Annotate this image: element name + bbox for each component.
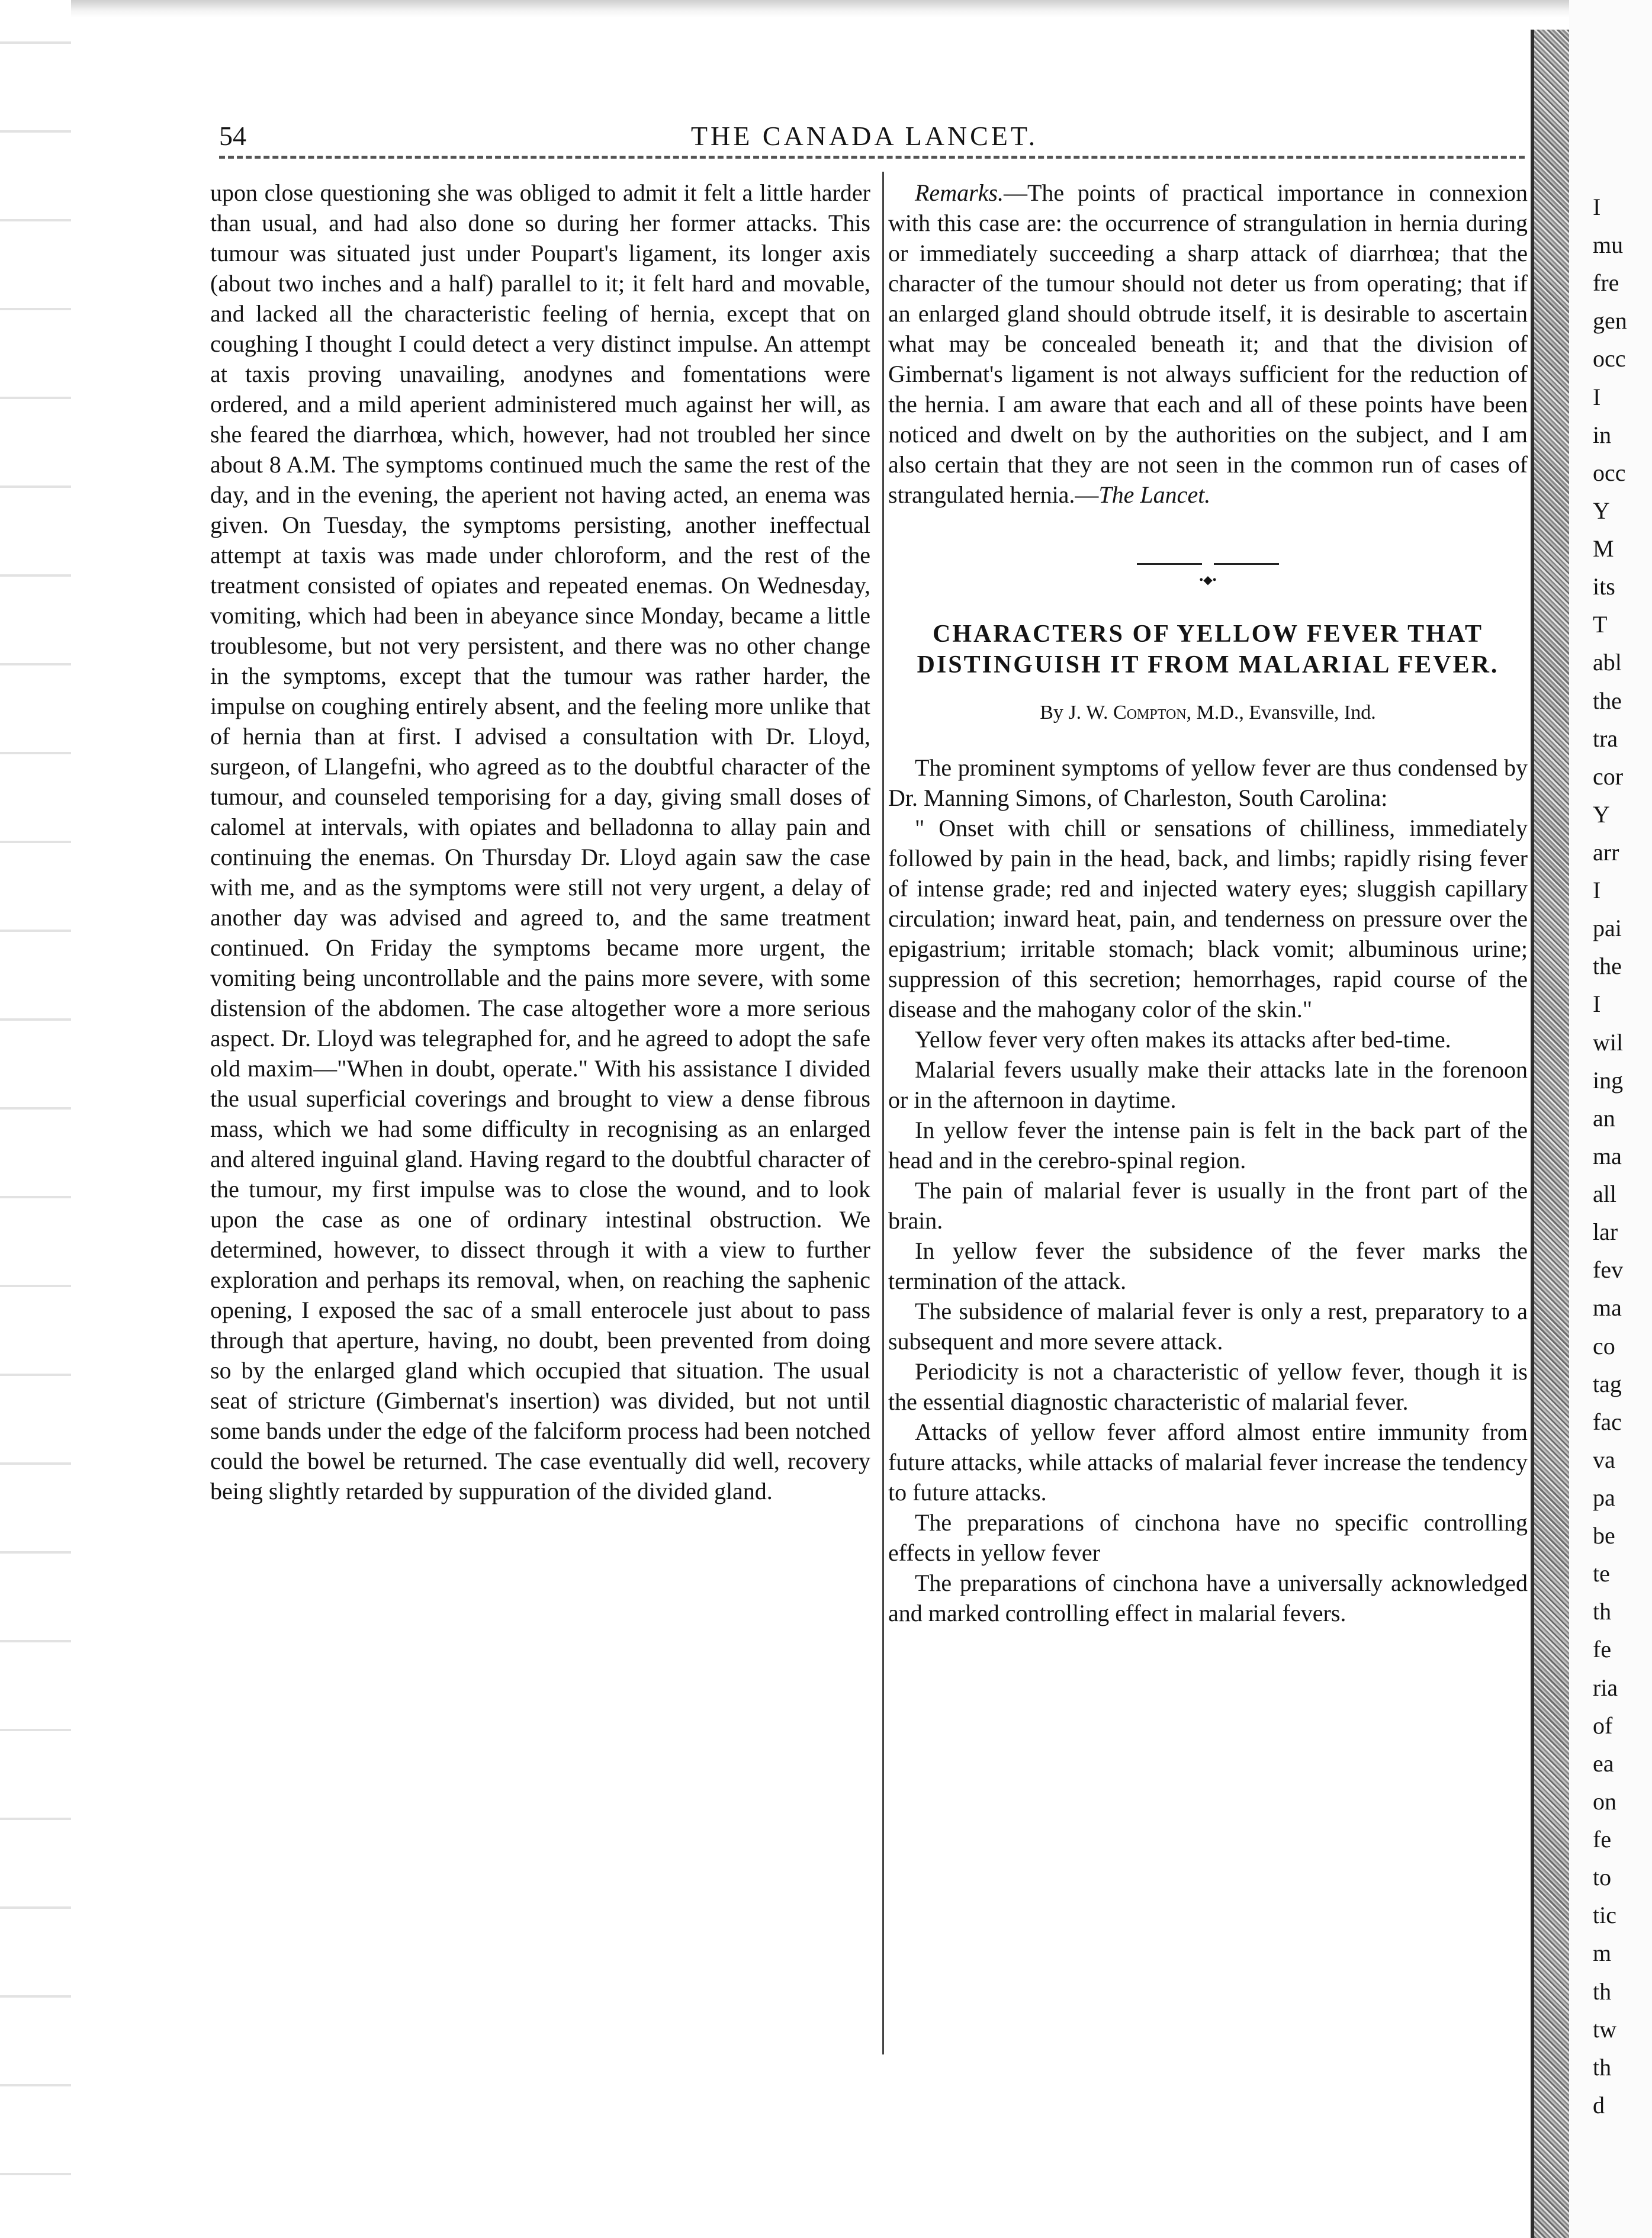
next-page-fragment: ing <box>1593 1067 1624 1094</box>
remarks-text: —The points of practical importance in connexion with this case are: the occurrence of strangulation in hernia during or immediately succeeding a sharp attack of diarrhœa; that the character of the tumour should not deter us from operating; that if an enlarged gland should obtrude itself, it is desirable to ascertain what may be concealed beneath it; and that the division of Gimbernat's ligament is not always sufficient for the reduction of the hernia. I am aware that each and all of these points have been noticed and dwelt on by the authorities on the subject, and I am also certain that they are not seen in the common run of cases of strangulated hernia.— <box>888 179 1528 508</box>
next-page-fragment: Y <box>1593 497 1610 524</box>
next-page-fragment: th <box>1593 2054 1612 2081</box>
next-page-fragment: fe <box>1593 1636 1612 1663</box>
article-paragraph: Periodicity is not a characteristic of yellow fever, though it is the essential diagnostic characteristic of malarial fever. <box>888 1358 1528 1415</box>
left-column <box>210 178 870 1506</box>
next-page-fragment: of <box>1593 1712 1613 1739</box>
next-page-fragment: ma <box>1593 1143 1622 1169</box>
next-page-fragment: fe <box>1593 1826 1612 1853</box>
next-page-fragment: pai <box>1593 915 1622 941</box>
next-page-fragment: lar <box>1593 1218 1618 1245</box>
book-spine-gutter <box>1531 30 1573 2238</box>
next-page-fragment: tra <box>1593 725 1618 752</box>
next-page-fragment: its <box>1593 573 1615 600</box>
next-page-fragment: mu <box>1593 231 1624 258</box>
next-page-fragment: I <box>1593 991 1601 1017</box>
next-page-fragment: tw <box>1593 2016 1616 2043</box>
next-page-fragment: ma <box>1593 1294 1622 1321</box>
next-page-fragment: d <box>1593 2092 1605 2118</box>
next-page-fragment: the <box>1593 687 1622 714</box>
article-paragraph: The prominent symptoms of yellow fever are thus condensed by Dr. Manning Simons, of Charleston, South Carolina: <box>888 754 1528 811</box>
article-byline <box>888 698 1528 728</box>
next-page-fragment: occ <box>1593 459 1626 486</box>
next-page-fragment: occ <box>1593 345 1626 372</box>
next-page-fragment: fac <box>1593 1409 1622 1435</box>
remarks-paragraph <box>888 178 1528 510</box>
article-paragraph: Attacks of yellow fever afford almost entire immunity from future attacks, while attacks of malarial fever increase the tendency to future attacks. <box>888 1419 1528 1506</box>
next-page-fragment: to <box>1593 1864 1612 1890</box>
next-page-fragment: m <box>1593 1940 1612 1966</box>
next-page-fragment: tic <box>1593 1902 1616 1928</box>
next-page-fragment: I <box>1593 384 1601 410</box>
next-page-fragment: th <box>1593 1978 1612 2005</box>
scan-left-margin <box>0 0 71 2238</box>
next-page-fragment: te <box>1593 1560 1610 1587</box>
next-page-fragment: abl <box>1593 649 1622 676</box>
next-page-fragment: the <box>1593 953 1622 979</box>
next-page-fragment: be <box>1593 1522 1615 1549</box>
next-page-fragment: Y <box>1593 801 1610 828</box>
next-page-fragment: cor <box>1593 763 1624 790</box>
next-page-fragment: ria <box>1593 1674 1618 1701</box>
next-page-fragment: wil <box>1593 1029 1624 1056</box>
article-paragraph: Yellow fever very often makes its attacks after bed-time. <box>915 1026 1451 1053</box>
ornament-line-left <box>1137 563 1202 565</box>
next-page-fragment: on <box>1593 1788 1616 1815</box>
next-page-fragment: th <box>1593 1598 1612 1625</box>
article-paragraph: The preparations of cinchona have no specific controlling effects in yellow fever <box>888 1509 1528 1566</box>
column-rule <box>882 172 884 2054</box>
article-paragraph: The pain of malarial fever is usually in the front part of the brain. <box>888 1177 1528 1234</box>
next-page-fragment: all <box>1593 1181 1616 1207</box>
next-page-fragment: va <box>1593 1446 1615 1473</box>
next-page-fragment: I <box>1593 194 1601 220</box>
article-title: CHARACTERS OF YELLOW FEVER THAT DISTINGUISH IT FROM MALARIAL FEVER. <box>917 620 1499 679</box>
next-page-fragment: gen <box>1593 307 1627 334</box>
left-column-paragraph: upon close questioning she was obliged to admit it felt a little harder than usual, and had also done so during her former attacks. This tumour was situated just under Poupart's ligament, its longer axis (about two inches and a half) parallel to it; it felt hard and movable, and lacked all the characteristic feeling of hernia, except that on coughing I thought I could detect a very distinct impulse. An attempt at taxis proving unavailing, anodynes and fomentations were ordered, and a mild aperient administered much against her will, as she feared the diarrhœa, which, however, had not troubled her since about 8 A.M. The symptoms continued much the same the rest of the day, and in the evening, the aperient not having acted, an enema was given. On Tuesday, the symptoms persisting, another ineffectual attempt at taxis was made under chloroform, and the rest of the treatment consisted of opiates and repeated enemas. On Wednesday, vomiting, which had been in abeyance since Monday, became a little troublesome, but not very persistent, and there was no other change in the symptoms, except that the tumour was rather harder, the impulse on coughing entirely absent, and the feeling more unlike that of hernia than at first. I advised a consultation with Dr. Lloyd, surgeon, of Llangefni, who agreed as to the doubtful character of the tumour, and counseled temporising for a day, giving small doses of calomel at intervals, with opiates and belladonna to allay pain and continuing the enemas. On Thursday Dr. Lloyd again saw the case with me, and as the symptoms were still not very urgent, a delay of another day was advised and agreed to, and the same treatment continued. On Friday the symptoms became more urgent, the vomiting being uncontrollable and the pains more severe, with some distension of the abdomen. The case altogether wore a more serious aspect. Dr. Lloyd was telegraphed for, and he agreed to adopt the safe old maxim—"When in doubt, operate." With his assistance I divided the usual superficial coverings and brought to view a dense fibrous mass, which we had some difficulty in recognising as an enlarged and altered inguinal gland. Having regard to the doubtful character of the tumour, my first impulse was to close the wound, and to look upon the case as one of ordinary intestinal obstruction. We determined, however, to dissect through it with a view to further exploration and perhaps its removal, when, on reaching the saphenic opening, I exposed the sac of a small enterocele just about to pass through that aperture, having, no doubt, been prevented from doing so by the enlarged gland which occupied that situation. The usual seat of stricture (Gimbernat's insertion) was divided, but not until some bands under the edge of the falciform process had been notched could the bowel be returned. The case eventually did well, recovery being slightly retarded by suppuration of the divided gland. <box>210 179 870 1504</box>
header-rule <box>219 156 1525 159</box>
ornament-glyph: •◆• <box>1199 574 1217 587</box>
next-page-fragment: tag <box>1593 1371 1622 1397</box>
byline-author: J. W. Compton, M.D., <box>1068 702 1244 724</box>
next-page-fragment: ea <box>1593 1750 1614 1777</box>
article-paragraph: In yellow fever the intense pain is felt in the back part of the head and in the cerebro-spinal region. <box>888 1117 1528 1173</box>
page-top-edge <box>0 0 1652 18</box>
article-paragraph: The preparations of cinchona have a universally acknowledged and marked controlling effect in malarial fevers. <box>888 1570 1528 1626</box>
remarks-label: Remarks. <box>915 179 1004 206</box>
remarks-source: The Lancet. <box>1098 481 1211 508</box>
section-ornament <box>1137 561 1279 587</box>
right-column <box>888 178 1528 1628</box>
next-page-fragment: in <box>1593 422 1612 448</box>
next-page-fragment: co <box>1593 1333 1615 1359</box>
next-page-edge <box>1569 0 1652 2238</box>
next-page-fragment: fev <box>1593 1256 1624 1283</box>
next-page-fragment: arr <box>1593 839 1619 866</box>
article-paragraph: " Onset with chill or sensations of chilliness, immediately followed by pain in the head, back, and limbs; rapidly rising fever of intense grade; red and injected watery eyes; sluggish capillary circulation; inward heat, pain, and tenderness on pressure over the epigastrium; irritable stomach; black vomit; albuminous urine; suppression of this secretion; hemorrhages, rapid course of the disease and the mahogany color of the skin." <box>888 815 1528 1022</box>
next-page-fragment: an <box>1593 1105 1615 1131</box>
page-number: 54 <box>219 121 246 151</box>
next-page-fragment: T <box>1593 611 1608 638</box>
article-paragraph: The subsidence of malarial fever is only a rest, preparatory to a subsequent and more severe attack. <box>888 1298 1528 1355</box>
byline-place: Evansville, Ind. <box>1249 702 1376 724</box>
article-paragraph: Malarial fevers usually make their attacks late in the forenoon or in the afternoon in daytime. <box>888 1056 1528 1113</box>
journal-title: THE CANADA LANCET. <box>690 121 1039 151</box>
next-page-fragment: pa <box>1593 1484 1615 1511</box>
next-page-fragment: M <box>1593 535 1614 562</box>
article-paragraph: In yellow fever the subsidence of the fever marks the termination of the attack. <box>888 1237 1528 1294</box>
page-header <box>219 118 1510 154</box>
byline-prefix: By <box>1040 702 1063 724</box>
ornament-line-right <box>1214 563 1279 565</box>
next-page-fragment: I <box>1593 877 1601 903</box>
next-page-fragment: fre <box>1593 269 1619 296</box>
